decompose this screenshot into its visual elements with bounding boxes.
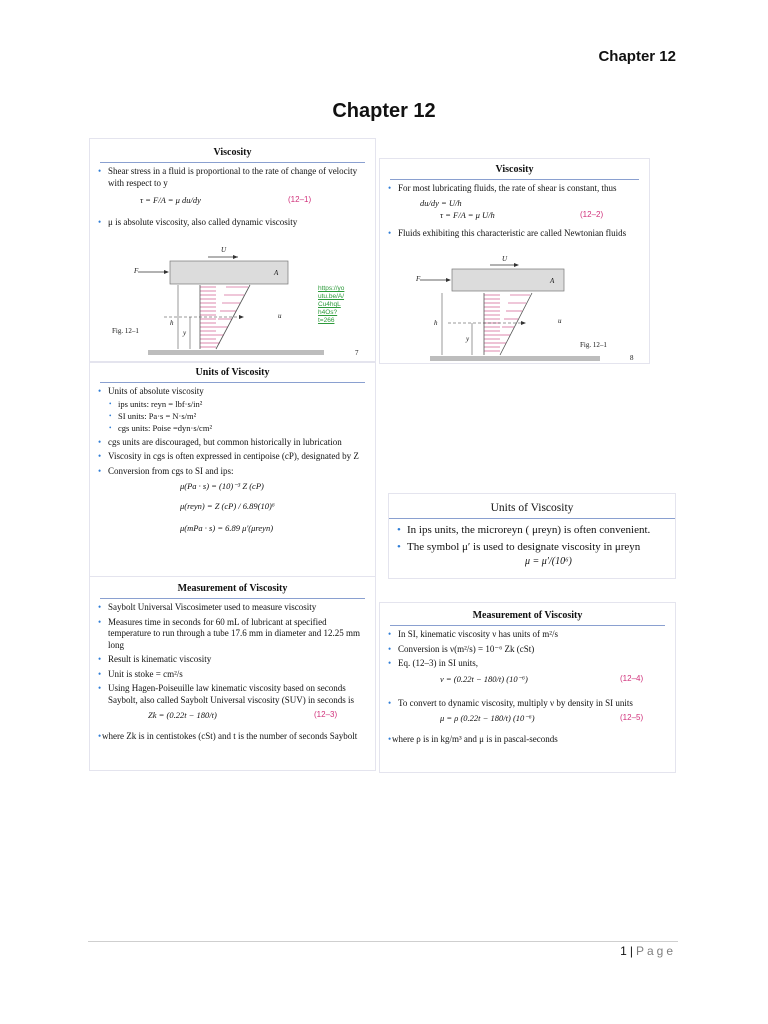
title-rule (100, 162, 365, 163)
equation-number: (12–2) (580, 209, 604, 219)
viscosity-figure (380, 251, 650, 364)
equation-text: μ = ρ (0.22t − 180/t) (10⁻⁶) (440, 713, 535, 723)
video-link[interactable]: https://yo utu.be/A/ Cu4hqL h4Os?t=266 (318, 285, 345, 324)
title-rule (389, 518, 675, 519)
equation-2: μ(reyn) = Z (cP) / 6.89(10)⁶ (180, 501, 275, 511)
bullet: • Fluids exhibiting this characteristic are called Newtonian fluids (380, 228, 649, 240)
slide-units-of-viscosity-1 (89, 362, 376, 577)
label-h: h (170, 319, 174, 327)
equation-2 (440, 713, 675, 731)
label-y: y (183, 329, 187, 337)
bullet: • Conversion from cgs to SI and ips: (90, 466, 375, 478)
equation-text: Zk = (0.22t − 180/t) (148, 710, 217, 720)
bullet: • Viscosity in cgs is often expressed in centipoise (cP), designated by Z (90, 451, 375, 463)
slide-number: 8 (630, 354, 634, 362)
equation-number: (12–4) (620, 673, 644, 683)
label-u: u (558, 317, 562, 325)
equation-3: μ(mPa · s) = 6.89 μ′(μreyn) (180, 523, 274, 533)
bullet: • Eq. (12–3) in SI units, (380, 658, 675, 670)
label-A: A (274, 269, 279, 277)
header-chapter: Chapter 12 (598, 48, 676, 65)
figure-caption: Fig. 12–1 (112, 327, 139, 335)
equation-2 (440, 210, 649, 224)
equation-number: (12–3) (314, 710, 338, 719)
slide-number: 7 (355, 349, 359, 357)
title-rule (390, 179, 639, 180)
bullet: • Shear stress in a fluid is proportional to the rate of change of velocity with respect to y (90, 166, 375, 189)
page-separator: | (629, 944, 633, 958)
title-rule (100, 382, 365, 383)
bullet: • Units of absolute viscosity (90, 386, 375, 398)
slide-viscosity-2 (379, 158, 650, 364)
label-U: U (502, 255, 508, 263)
equation-text: ν = (0.22t − 180/t) (10⁻⁶) (440, 673, 528, 684)
slide-title: Viscosity (213, 147, 252, 158)
equation-text: τ = F/A = μ du/dy (140, 195, 201, 205)
bullet: • cgs units are discouraged, but common historically in lubrication (90, 437, 375, 449)
equation-1 (440, 674, 675, 692)
label-F: F (416, 275, 421, 283)
equation-1 (420, 198, 649, 210)
note: • where Zk is in centistokes (cSt) and t is the number of seconds Saybolt (90, 731, 375, 743)
footer-rule (88, 941, 678, 942)
title-rule (100, 598, 365, 599)
note: • where ρ is in kg/m³ and μ is in pascal-seconds (380, 734, 675, 746)
slide-title: Viscosity (495, 164, 534, 175)
bullet: • Saybolt Universal Viscosimeter used to measure viscosity (90, 602, 375, 614)
slide-title: Units of Viscosity (195, 367, 270, 378)
bullet: • Unit is stoke = cm²/s (90, 669, 375, 681)
equation-number: (12–5) (620, 713, 644, 722)
label-h: h (434, 319, 438, 327)
page-word: Page (635, 944, 676, 958)
bullet: • For most lubricating fluids, the rate of shear is constant, thus (380, 183, 649, 195)
equation-number: (12–1) (288, 195, 312, 204)
page-footer (620, 944, 676, 958)
label-y: y (466, 335, 470, 343)
equation (140, 195, 375, 209)
equation-1: μ(Pa · s) = (10)⁻³ Z (cP) (180, 481, 264, 491)
slide-title: Measurement of Viscosity (472, 610, 583, 621)
equation-text: du/dy = U/h (420, 197, 462, 208)
bullet: • μ is absolute viscosity, also called dynamic viscosity (90, 217, 375, 229)
title-rule (390, 625, 665, 626)
label-u: u (278, 312, 282, 320)
bullet: • Conversion is ν(m²/s) = 10⁻⁶ Zk (cSt) (380, 644, 675, 656)
label-F: F (134, 267, 139, 275)
bullet: • In SI, kinematic viscosity ν has units of m²/s (380, 629, 675, 641)
sub-bullet: • ips units: reyn = lbf·s/in² (90, 399, 375, 410)
document-title: Chapter 12 (332, 100, 436, 122)
bullet: • Using Hagen-Poiseuille law kinematic viscosity based on seconds Saybolt, also called Saybolt Universal viscosity (SUV) in seconds is (90, 683, 375, 706)
equation (148, 710, 375, 728)
slide-units-of-viscosity-2 (388, 493, 676, 579)
bullet: • Result is kinematic viscosity (90, 654, 375, 666)
slide-title: Units of Viscosity (490, 502, 574, 514)
figure-caption: Fig. 12–1 (580, 341, 607, 349)
sub-bullet: • cgs units: Poise =dyn·s/cm² (90, 423, 375, 434)
slide-viscosity-1 (89, 138, 376, 362)
bullet: • Measures time in seconds for 60 mL of lubricant at specified temperature to run through a tube 17.6 mm in diameter and 12.25 mm long (90, 617, 375, 652)
slide-measurement-of-viscosity-2 (379, 602, 676, 773)
label-U: U (221, 246, 227, 254)
bullet: • To convert to dynamic viscosity, multiply ν by density in SI units (380, 698, 675, 710)
page-number: 1 (620, 944, 627, 958)
slide-measurement-of-viscosity-1 (89, 576, 376, 771)
equation-text: τ = F/A = μ U/h (440, 209, 495, 220)
equation: μ = μ′/(10⁶) (525, 556, 572, 567)
label-A: A (550, 277, 555, 285)
sub-bullet: • SI units: Pa·s = N·s/m² (90, 411, 375, 422)
bullet: • The symbol μ′ is used to designate viscosity in μreyn (389, 540, 675, 554)
bullet: • In ips units, the microreyn ( μreyn) is often convenient. (389, 523, 675, 537)
slide-title: Measurement of Viscosity (177, 583, 288, 594)
